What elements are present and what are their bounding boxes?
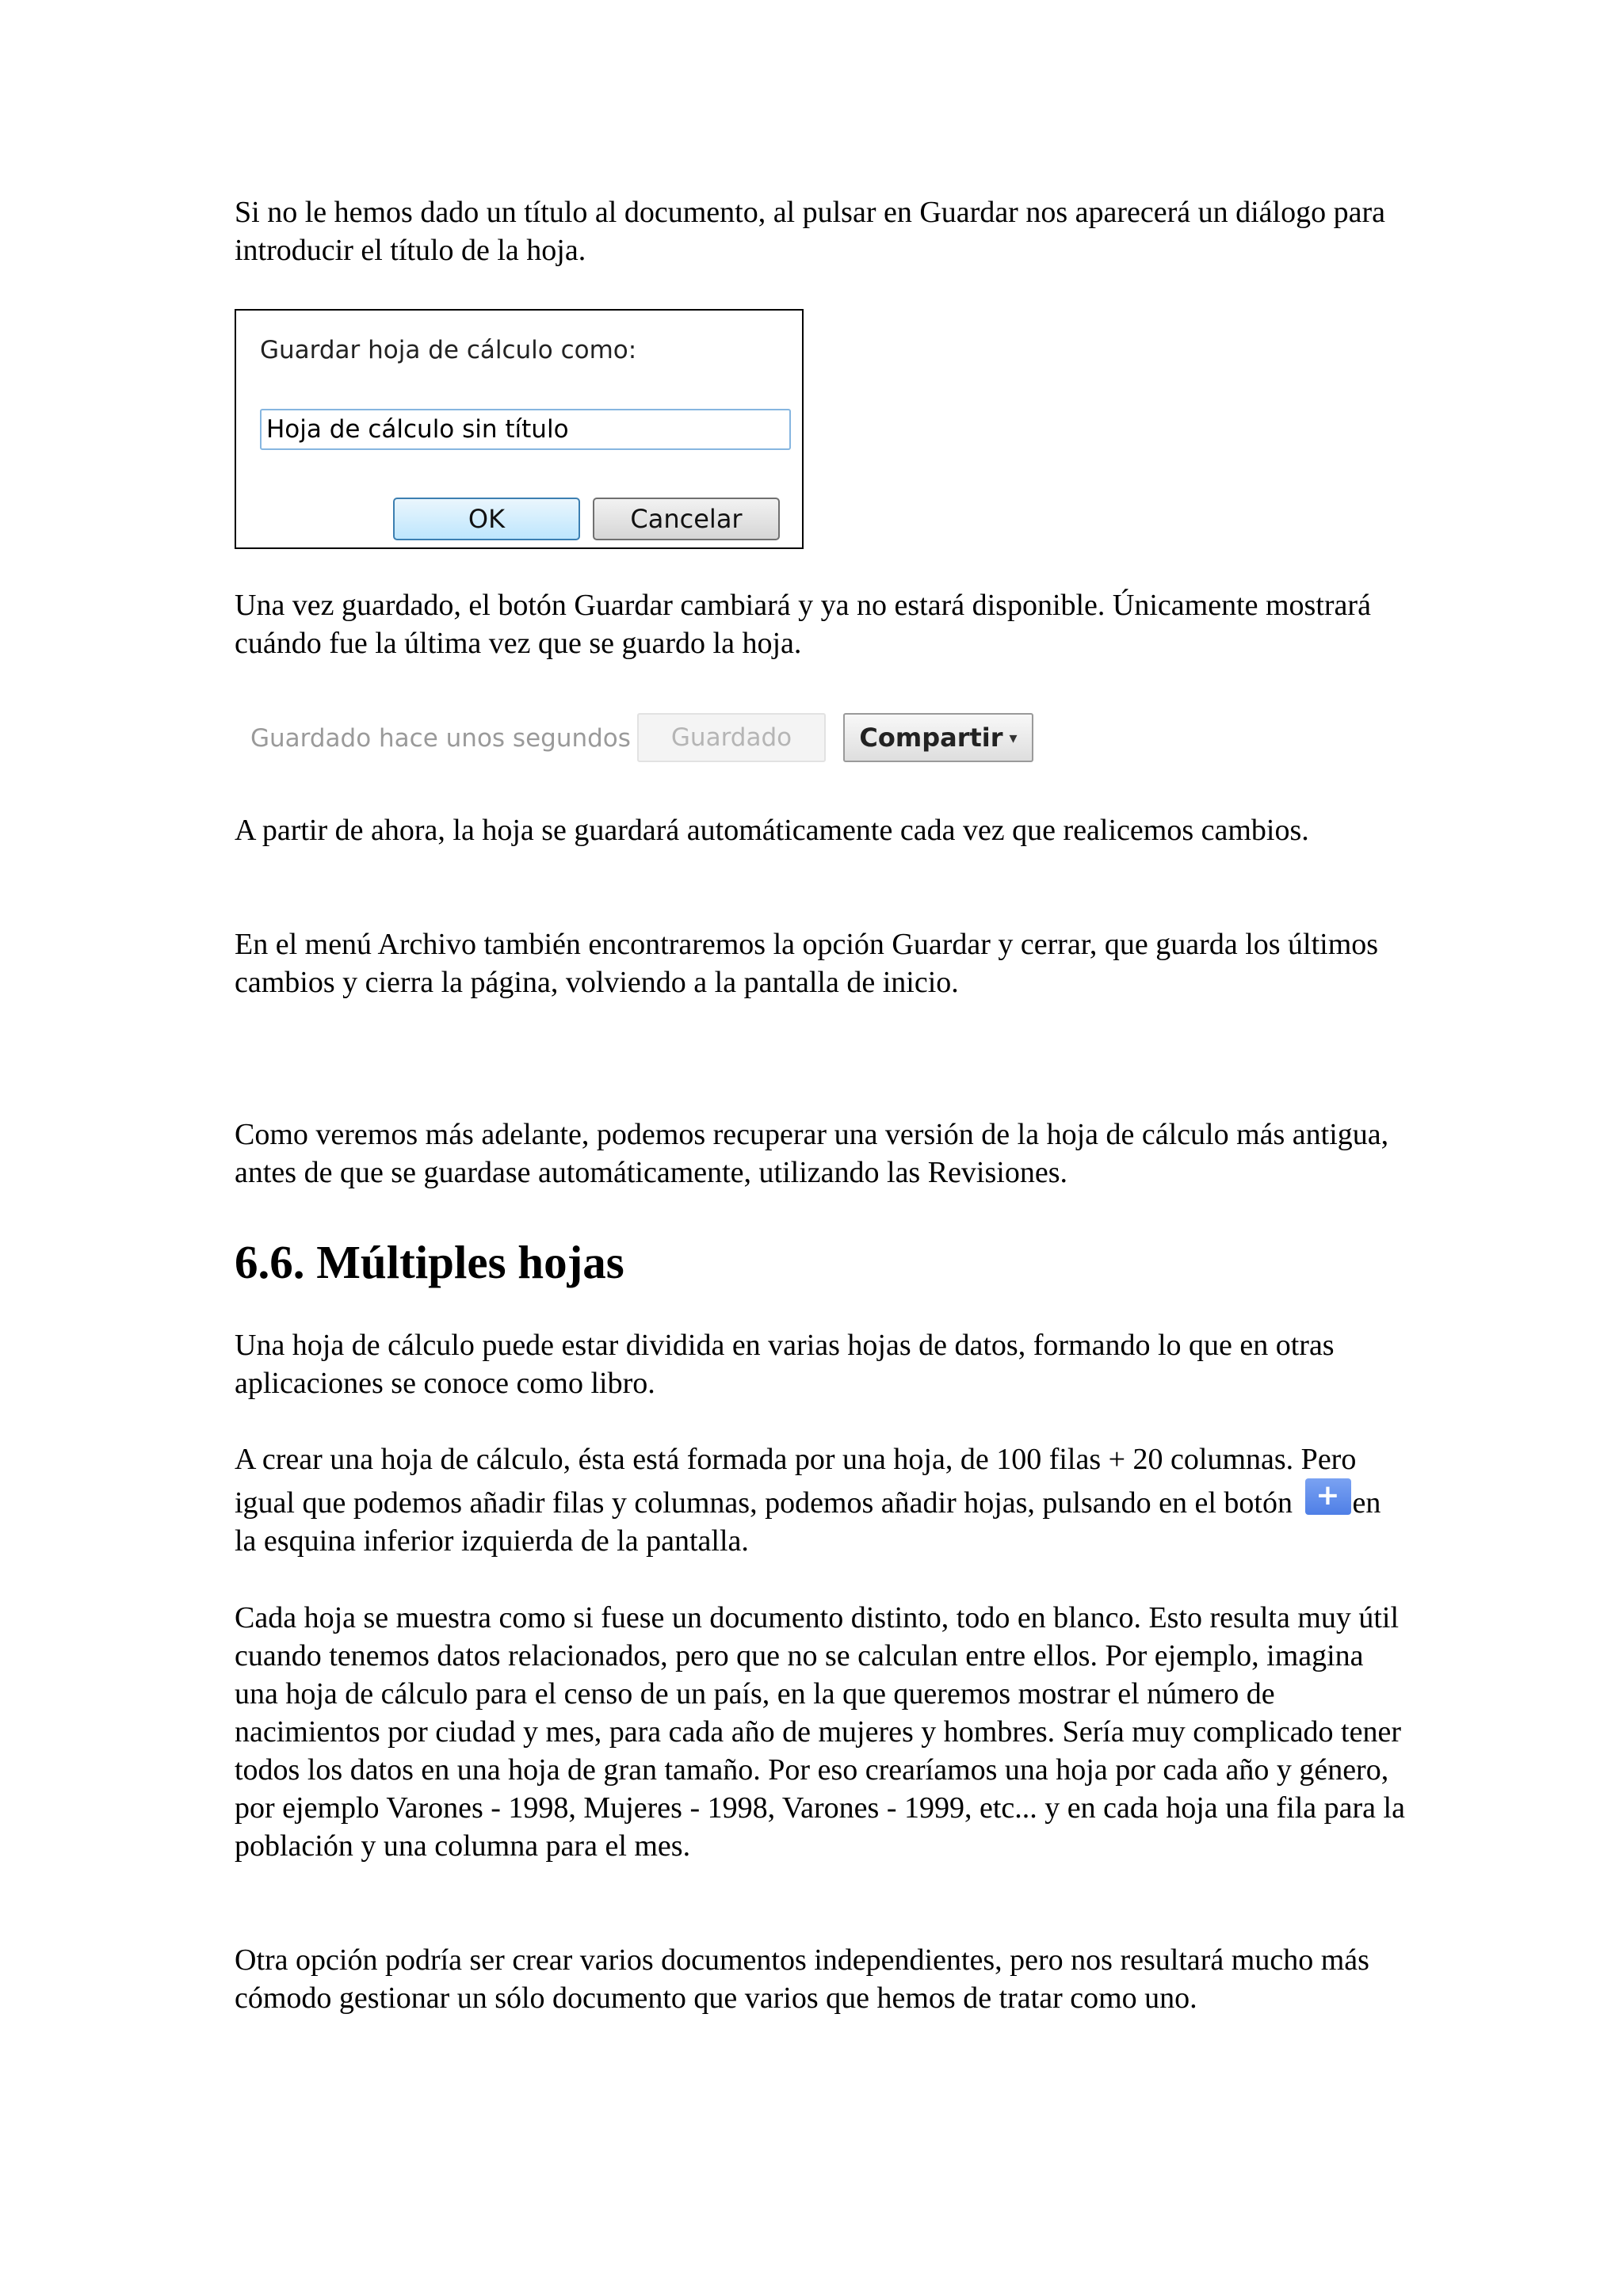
paragraph-autosave: A partir de ahora, la hoja se guardará automáticamente cada vez que realicemos cambios. <box>235 814 1309 847</box>
share-button-label: Compartir <box>859 723 1003 753</box>
save-status-text: Guardado hace unos segundos <box>250 724 631 753</box>
chevron-down-icon: ▾ <box>1009 728 1018 747</box>
paragraph-text: Una hoja de cálculo puede estar dividida en varias hojas de datos, formando lo que en otras aplicaciones se conoce como libro. <box>235 1329 1335 1400</box>
ok-button[interactable]: OK <box>393 498 580 540</box>
paragraph-sheet-example: Cada hoja se muestra como si fuese un documento distinto, todo en blanco. Esto resulta muy útil cuando tenemos datos relacionados, pero que no se calculan entre ellos. Por ejemplo, imagina una hoja de cálculo para el censo de un país, en la que queremos mostrar el número de nacimientos por ciudad y mes, para cada año de mujeres y hombres. Sería muy complicado tener todos los datos en una hoja de gran tamaño. Por eso crearíamos una hoja por cada año y género, por ejemplo Varones - 1998, Mujeres - 1998, Varones - 1999, etc... y en cada hoja una fila para la población y una columna para el mes. <box>235 1601 1405 1863</box>
add-sheet-plus-icon: + <box>1305 1478 1351 1515</box>
sheet-title-input[interactable] <box>260 409 791 450</box>
paragraph-multiple-sheets <box>235 1326 1407 1402</box>
dialog-title: Guardar hoja de cálculo como: <box>260 336 637 364</box>
share-button[interactable] <box>843 713 1033 762</box>
save-toolbar <box>235 710 1043 765</box>
paragraph-saved-state: Una vez guardado, el botón Guardar cambiará y ya no estará disponible. Únicamente mostrará cuándo fue la última vez que se guardo la hoja. <box>235 589 1371 660</box>
paragraph-alternative: Otra opción podría ser crear varios documentos independientes, pero nos resultará mucho más cómodo gestionar un sólo documento que varios que hemos de tratar como uno. <box>235 1943 1369 2015</box>
cancel-button[interactable]: Cancelar <box>593 498 780 540</box>
paragraph-add-sheet <box>235 1440 1407 1560</box>
saved-button: Guardado <box>637 713 826 762</box>
paragraph-text: A crear una hoja de cálculo, ésta está formada por una hoja, de 100 filas + 20 columnas. Pero igual que podemos añadir filas y columnas, podemos añadir hojas, pulsando en el botón <box>235 1443 1357 1520</box>
paragraph-save-dialog-intro: Si no le hemos dado un título al documento, al pulsar en Guardar nos aparecerá un diálogo para introducir el título de la hoja. <box>235 196 1385 267</box>
paragraph-revisions: Como veremos más adelante, podemos recuperar una versión de la hoja de cálculo más antigua, antes de que se guardase automáticamente, utilizando las Revisiones. <box>235 1118 1389 1189</box>
section-heading: 6.6. Múltiples hojas <box>235 1236 624 1288</box>
paragraph-text: en la esquina inferior izquierda de la pantalla. <box>235 1486 1381 1558</box>
save-as-dialog <box>235 309 804 549</box>
paragraph-save-and-close: En el menú Archivo también encontraremos la opción Guardar y cerrar, que guarda los últimos cambios y cierra la página, volviendo a la pantalla de inicio. <box>235 928 1379 999</box>
